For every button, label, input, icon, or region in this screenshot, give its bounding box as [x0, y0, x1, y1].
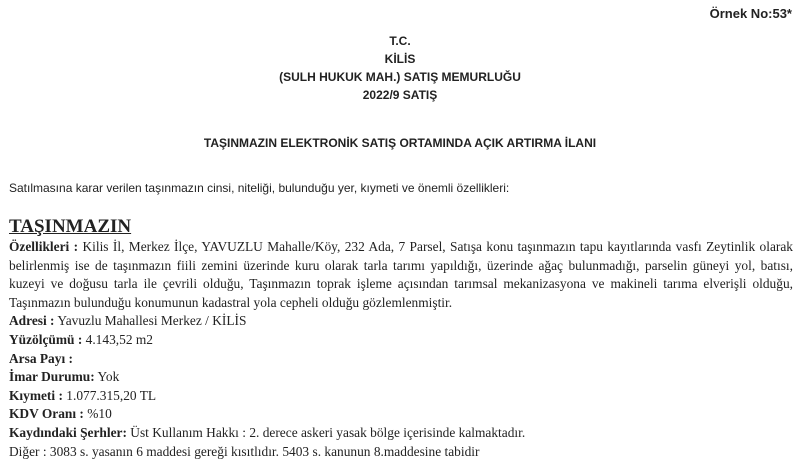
sample-number: Örnek No:53*	[709, 6, 792, 21]
field-serhler	[9, 424, 793, 443]
field-label: Yüzölçümü :	[9, 331, 83, 347]
field-label: Kıymeti :	[9, 387, 63, 403]
field-value: Yok	[97, 369, 120, 385]
header-line-city: KİLİS	[384, 52, 416, 66]
header-line-office: (SULH HUKUK MAH.) SATIŞ MEMURLUĞU	[279, 70, 521, 84]
notice-title: TAŞINMAZIN ELEKTRONİK SATIŞ ORTAMINDA AÇIK ARTIRMA İLANI	[203, 136, 597, 150]
field-value: 4.143,52 m2	[85, 331, 153, 347]
field-ozellikleri	[9, 238, 793, 312]
section-title: TAŞINMAZIN	[9, 216, 132, 237]
field-imar	[9, 368, 793, 387]
field-label: Özellikleri :	[9, 239, 79, 254]
property-details	[9, 238, 793, 461]
intro-text: Satılmasına karar verilen taşınmazın cinsi, niteliği, bulunduğu yer, kıymeti ve önemli özellikleri:	[9, 181, 510, 195]
field-label: KDV Oranı :	[9, 406, 84, 422]
field-label: İmar Durumu:	[9, 369, 95, 385]
header-line-case: 2022/9 SATIŞ	[362, 88, 438, 102]
field-label: Kaydındaki Şerhler:	[9, 424, 127, 440]
field-yuzolcumu	[9, 331, 793, 350]
field-diger: Diğer : 3083 s. yasanın 6 maddesi gereği kısıtlıdır. 5403 s. kanunun 8.maddesine tabidir	[9, 443, 480, 459]
office-header	[0, 32, 800, 104]
field-arsa-payi	[9, 350, 793, 369]
field-value: %10	[87, 406, 112, 422]
field-kdv	[9, 405, 793, 424]
field-kiymet	[9, 387, 793, 406]
field-value: Üst Kullanım Hakkı : 2. derece askeri yasak bölge içerisinde kalmaktadır.	[130, 424, 526, 440]
field-label: Adresi :	[9, 313, 55, 329]
field-value: Yavuzlu Mahallesi Merkez / KİLİS	[57, 313, 247, 329]
field-label: Arsa Payı :	[9, 350, 73, 366]
field-value: Kilis İl, Merkez İlçe, YAVUZLU Mahalle/Köy, 232 Ada, 7 Parsel, Satışa konu taşınmazın tapu kayıtlarında vasfı Zeytinlik olarak belirlenmiş ise de taşınmazın fiili zemini üzerinde kuru olarak tarla tarımı yapıldığı, üzerinde ağaç bulunmadığı, parselin güneyi yol, batısı, kuzeyi ve doğusu tarla ile çevrili olduğu, Taşınmazın toprak işleme açısından tarımsal mekanizasyona ve makineli tarıma elverişli olduğu, Taşınmazın bulunduğu konumunun kadastral yola cepheli olduğu gözlemlenmiştir.	[9, 239, 794, 310]
field-value: 1.077.315,20 TL	[66, 387, 157, 403]
header-line-tc: T.C.	[389, 34, 411, 48]
field-adres	[9, 312, 793, 331]
